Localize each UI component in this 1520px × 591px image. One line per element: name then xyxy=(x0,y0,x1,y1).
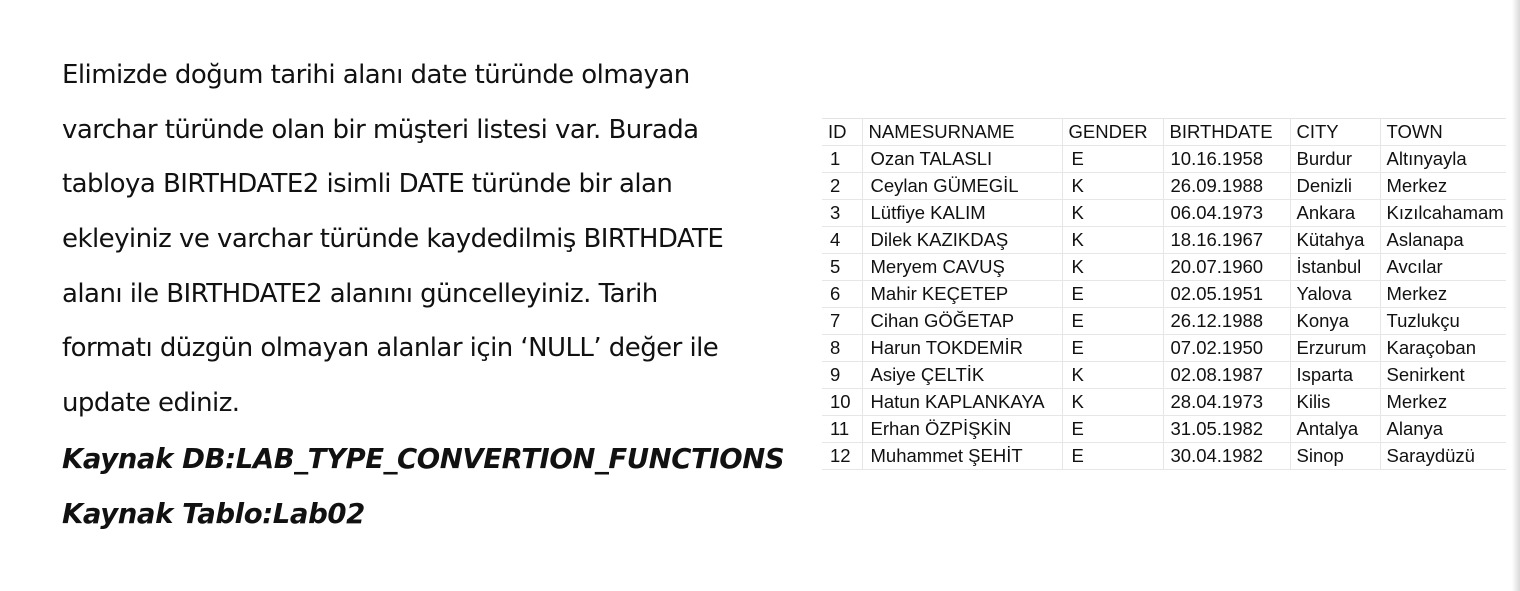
gender-cell: K xyxy=(1062,254,1163,281)
table-body xyxy=(822,146,1506,470)
city-cell: Konya xyxy=(1290,308,1380,335)
id-cell: 5 xyxy=(822,254,862,281)
name-cell: Cihan GÖĞETAP xyxy=(862,308,1062,335)
name-cell: Harun TOKDEMİR xyxy=(862,335,1062,362)
id-cell: 9 xyxy=(822,362,862,389)
column-header-gender: GENDER xyxy=(1062,119,1163,146)
table-row xyxy=(822,308,1506,335)
city-cell: İstanbul xyxy=(1290,254,1380,281)
date-cell: 26.09.1988 xyxy=(1163,173,1290,200)
date-cell: 18.16.1967 xyxy=(1163,227,1290,254)
paragraph-line: formatı düzgün olmayan alanlar için ‘NULL’ değer ile xyxy=(62,333,719,364)
city-cell: Kütahya xyxy=(1290,227,1380,254)
date-cell: 06.04.1973 xyxy=(1163,200,1290,227)
id-cell: 3 xyxy=(822,200,862,227)
paragraph-line: update ediniz. xyxy=(62,388,240,419)
date-cell: 26.12.1988 xyxy=(1163,308,1290,335)
table-header-row xyxy=(822,119,1506,146)
city-cell: Sinop xyxy=(1290,443,1380,470)
city-cell: Isparta xyxy=(1290,362,1380,389)
column-header-town: TOWN xyxy=(1380,119,1506,146)
date-cell: 02.08.1987 xyxy=(1163,362,1290,389)
name-cell: Dilek KAZIKDAŞ xyxy=(862,227,1062,254)
gender-cell: E xyxy=(1062,146,1163,173)
instruction-text xyxy=(62,50,802,542)
town-cell: Karaçoban xyxy=(1380,335,1506,362)
town-cell: Senirkent xyxy=(1380,362,1506,389)
id-cell: 8 xyxy=(822,335,862,362)
gender-cell: E xyxy=(1062,308,1163,335)
city-cell: Kilis xyxy=(1290,389,1380,416)
table-row xyxy=(822,443,1506,470)
name-cell: Lütfiye KALIM xyxy=(862,200,1062,227)
gender-cell: K xyxy=(1062,200,1163,227)
paragraph-line: varchar türünde olan bir müşteri listesi var. Burada xyxy=(62,114,699,145)
customer-table xyxy=(822,118,1506,470)
city-cell: Erzurum xyxy=(1290,335,1380,362)
town-cell: Alanya xyxy=(1380,416,1506,443)
city-cell: Antalya xyxy=(1290,416,1380,443)
city-cell: Yalova xyxy=(1290,281,1380,308)
town-cell: Saraydüzü xyxy=(1380,443,1506,470)
table-row xyxy=(822,416,1506,443)
date-cell: 07.02.1950 xyxy=(1163,335,1290,362)
table-row xyxy=(822,146,1506,173)
name-cell: Hatun KAPLANKAYA xyxy=(862,389,1062,416)
paragraph-line: tabloya BIRTHDATE2 isimli DATE türünde bir alan xyxy=(62,169,673,200)
column-header-namesurname: NAMESURNAME xyxy=(862,119,1062,146)
id-cell: 10 xyxy=(822,389,862,416)
customer-table-screenshot xyxy=(822,118,1506,466)
city-cell: Burdur xyxy=(1290,146,1380,173)
name-cell: Asiye ÇELTİK xyxy=(862,362,1062,389)
city-cell: Ankara xyxy=(1290,200,1380,227)
column-header-id: ID xyxy=(822,119,862,146)
id-cell: 11 xyxy=(822,416,862,443)
table-row xyxy=(822,227,1506,254)
right-edge-shadow xyxy=(1512,0,1520,591)
town-cell: Kızılcahamam xyxy=(1380,200,1506,227)
paragraph-line: alanı ile BIRTHDATE2 alanını güncelleyiniz. Tarih xyxy=(62,278,658,309)
town-cell: Avcılar xyxy=(1380,254,1506,281)
id-cell: 4 xyxy=(822,227,862,254)
town-cell: Merkez xyxy=(1380,281,1506,308)
date-cell: 02.05.1951 xyxy=(1163,281,1290,308)
paragraph-line: Elimizde doğum tarihi alanı date türünde olmayan xyxy=(62,60,690,90)
table-row xyxy=(822,281,1506,308)
column-header-city: CITY xyxy=(1290,119,1380,146)
id-cell: 2 xyxy=(822,173,862,200)
town-cell: Aslanapa xyxy=(1380,227,1506,254)
gender-cell: E xyxy=(1062,416,1163,443)
date-cell: 30.04.1982 xyxy=(1163,443,1290,470)
table-row xyxy=(822,362,1506,389)
name-cell: Ceylan GÜMEGİL xyxy=(862,173,1062,200)
table-row xyxy=(822,200,1506,227)
date-cell: 10.16.1958 xyxy=(1163,146,1290,173)
gender-cell: K xyxy=(1062,173,1163,200)
date-cell: 28.04.1973 xyxy=(1163,389,1290,416)
gender-cell: E xyxy=(1062,281,1163,308)
name-cell: Meryem CAVUŞ xyxy=(862,254,1062,281)
table-row xyxy=(822,254,1506,281)
table-row xyxy=(822,173,1506,200)
id-cell: 1 xyxy=(822,146,862,173)
id-cell: 6 xyxy=(822,281,862,308)
column-header-birthdate: BIRTHDATE xyxy=(1163,119,1290,146)
city-cell: Denizli xyxy=(1290,173,1380,200)
gender-cell: K xyxy=(1062,389,1163,416)
gender-cell: K xyxy=(1062,362,1163,389)
date-cell: 31.05.1982 xyxy=(1163,416,1290,443)
id-cell: 7 xyxy=(822,308,862,335)
name-cell: Ozan TALASLI xyxy=(862,146,1062,173)
gender-cell: E xyxy=(1062,443,1163,470)
town-cell: Tuzlukçu xyxy=(1380,308,1506,335)
town-cell: Altınyayla xyxy=(1380,146,1506,173)
name-cell: Muhammet ŞEHİT xyxy=(862,443,1062,470)
table-row xyxy=(822,335,1506,362)
source-table-label: Kaynak Tablo:Lab02 xyxy=(62,497,365,530)
paragraph-line: ekleyiniz ve varchar türünde kaydedilmiş BIRTHDATE xyxy=(62,224,724,255)
name-cell: Erhan ÖZPİŞKİN xyxy=(862,416,1062,443)
gender-cell: E xyxy=(1062,335,1163,362)
town-cell: Merkez xyxy=(1380,173,1506,200)
gender-cell: K xyxy=(1062,227,1163,254)
name-cell: Mahir KEÇETEP xyxy=(862,281,1062,308)
source-db-label: Kaynak DB:LAB_TYPE_CONVERTION_FUNCTIONS xyxy=(62,442,785,475)
town-cell: Merkez xyxy=(1380,389,1506,416)
table-row xyxy=(822,389,1506,416)
date-cell: 20.07.1960 xyxy=(1163,254,1290,281)
id-cell: 12 xyxy=(822,443,862,470)
